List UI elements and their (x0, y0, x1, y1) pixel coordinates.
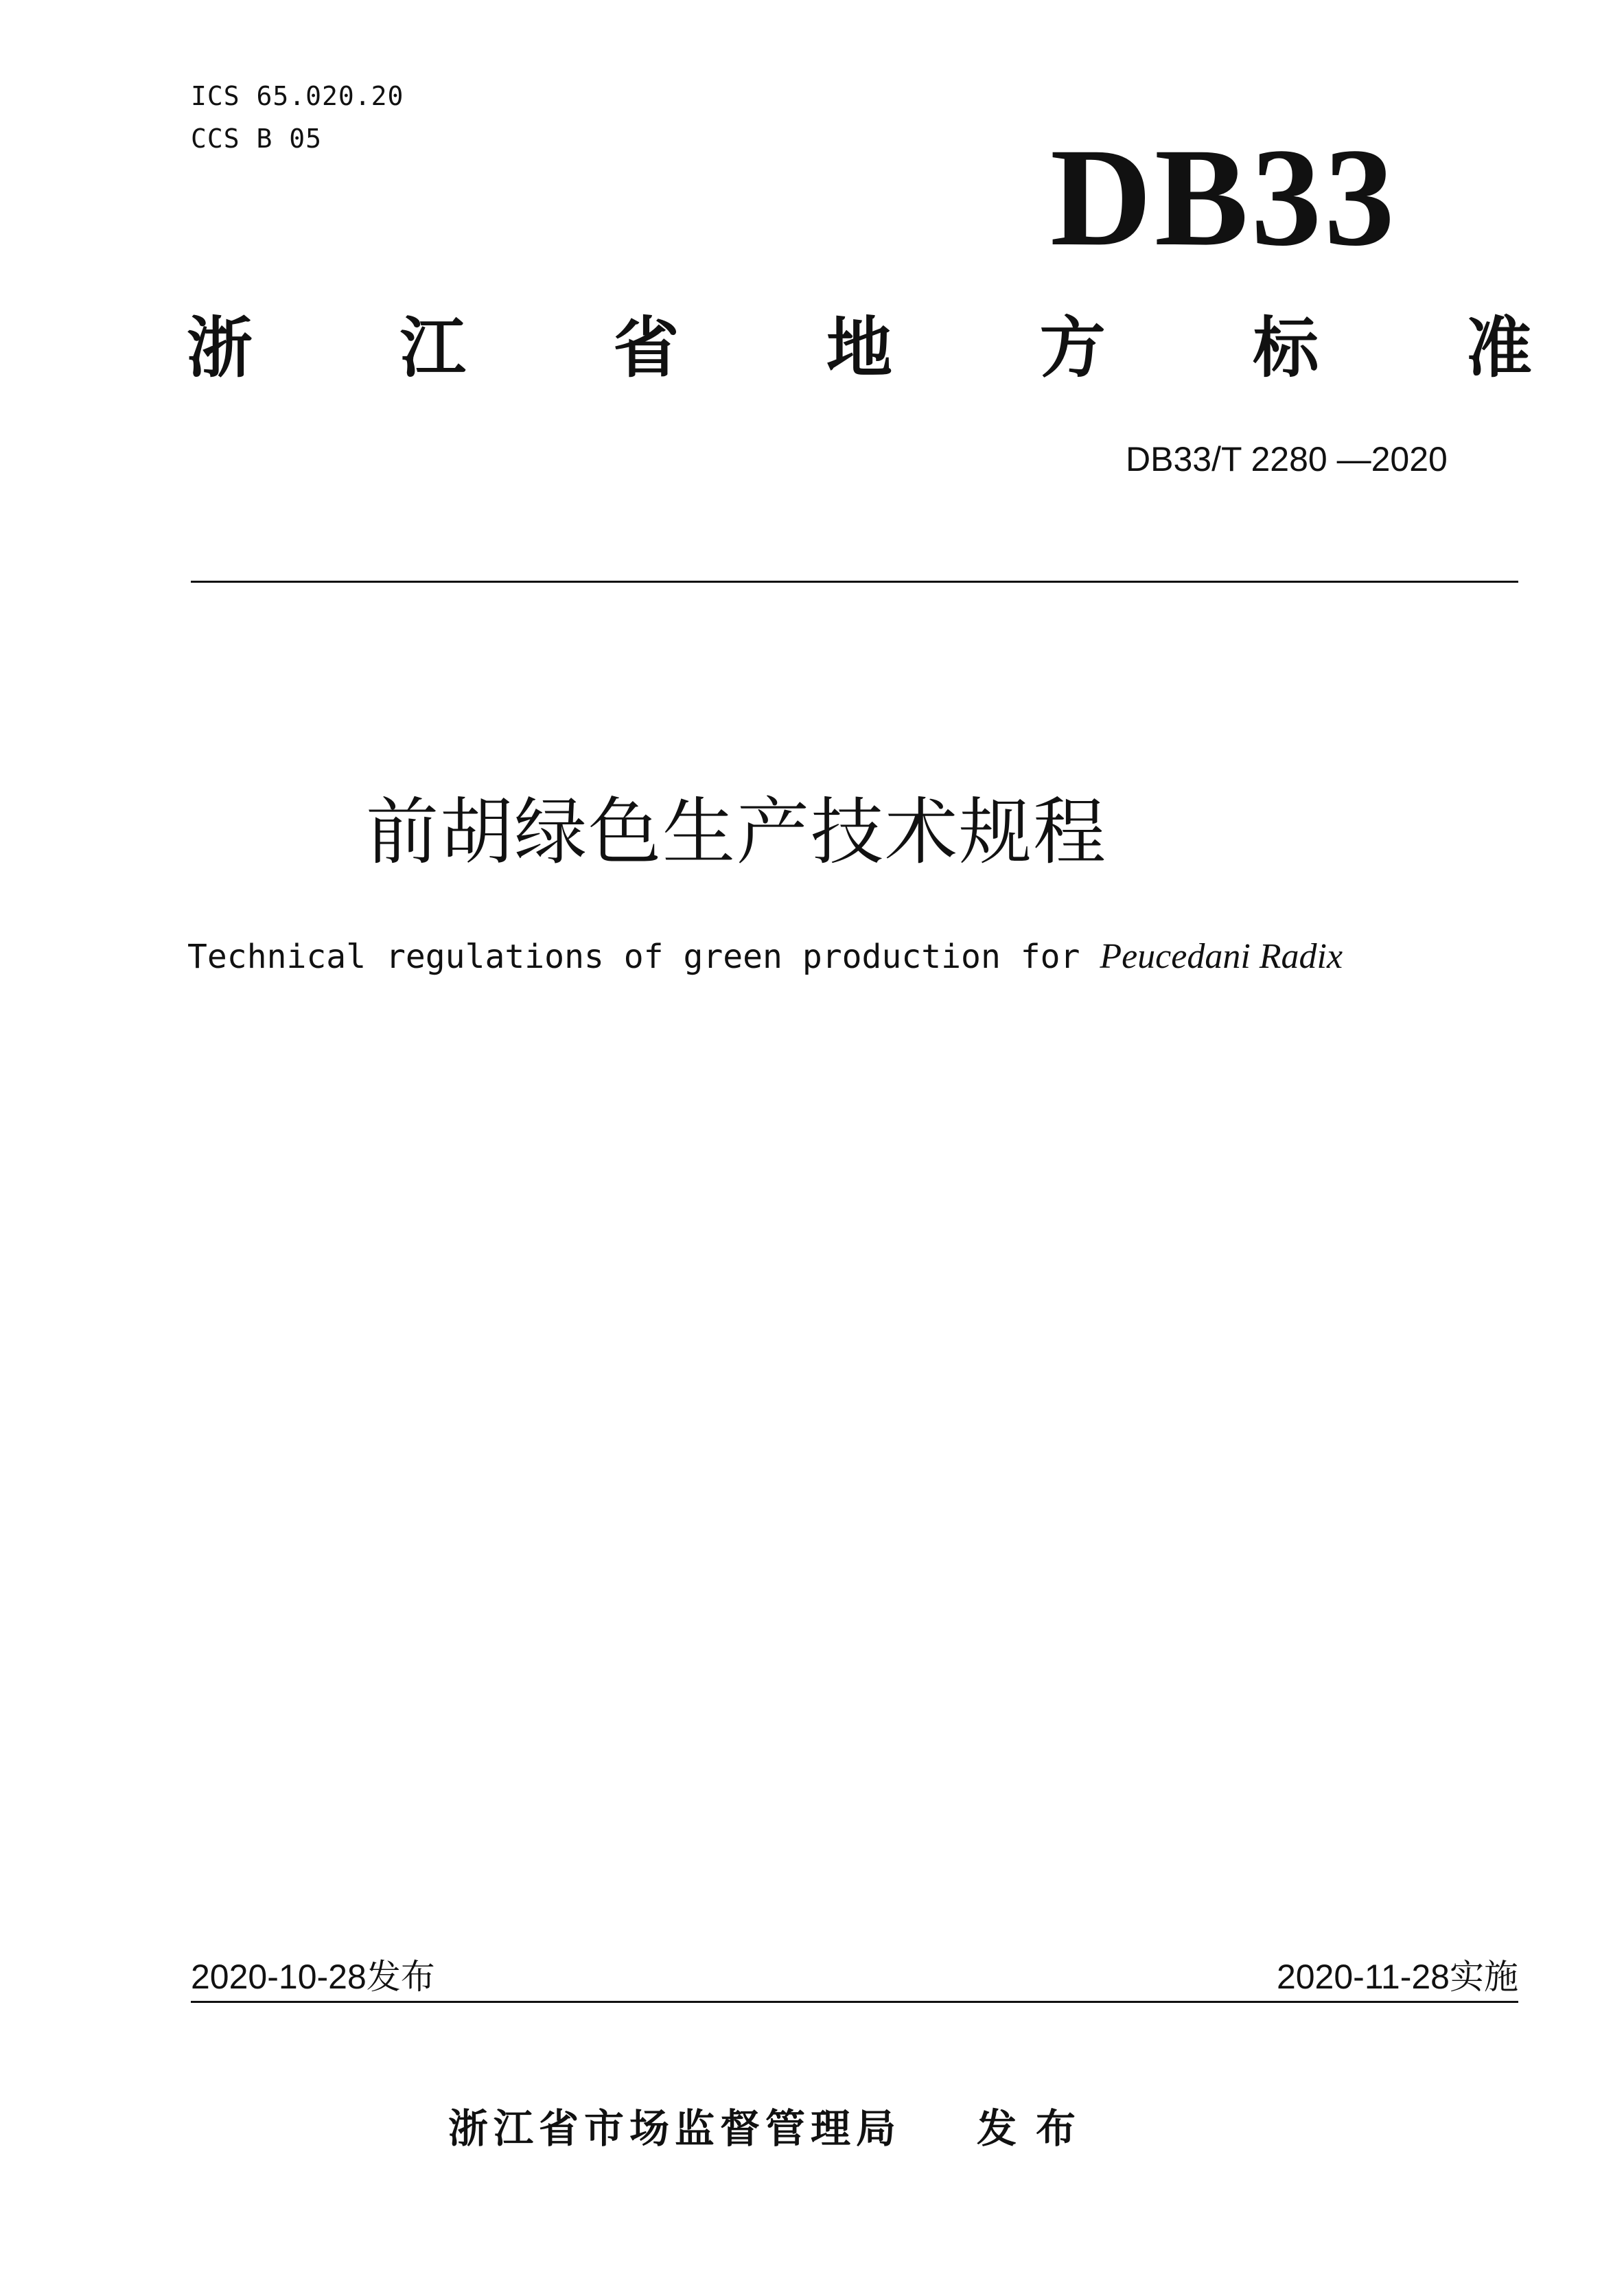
category-title-char: 浙 (187, 310, 253, 386)
standard-number: DB33/T 2280 —2020 (1126, 440, 1448, 478)
ccs-code: CCS B 05 (191, 124, 323, 154)
implementation-date: 2020-11-28 (1276, 1958, 1450, 1996)
latin-species-name: Peucedani Radix (1100, 937, 1343, 976)
bottom-divider (191, 2001, 1518, 2003)
category-title-char: 方 (1039, 310, 1106, 386)
issue-date: 2020-10-28 (191, 1958, 367, 1996)
category-title (187, 310, 1532, 386)
implementation-date-block (1277, 1949, 1518, 1999)
top-divider (191, 581, 1518, 583)
implementation-label: 实施 (1450, 1957, 1518, 1997)
authority-action: 发布 (977, 2105, 1095, 2152)
category-title-char: 标 (1253, 310, 1319, 386)
issue-date-block (191, 1949, 435, 1999)
category-title-char: 江 (399, 310, 466, 386)
document-title-chinese: 前胡绿色生产技术规程 (366, 790, 1107, 874)
english-title-text: Technical regulations of green production for (187, 938, 1100, 976)
ics-code: ICS 65.020.20 (191, 81, 404, 111)
category-title-char: 省 (613, 310, 680, 386)
category-title-char: 准 (1465, 310, 1532, 386)
issuing-authority (448, 2096, 1095, 2154)
issue-label: 发布 (366, 1957, 435, 1997)
authority-name: 浙江省市场监督管理局 (448, 2105, 902, 2152)
category-title-char: 地 (826, 310, 892, 386)
standard-mark: DB33 (1050, 119, 1397, 275)
document-title-english (187, 936, 1343, 977)
